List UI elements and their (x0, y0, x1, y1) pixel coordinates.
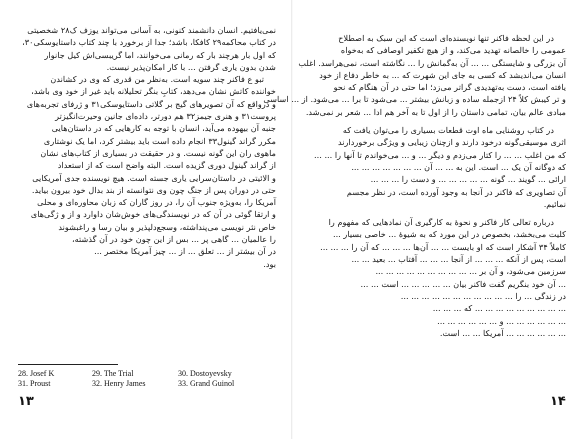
text-line: تبو ع فاکنر چند سویه است. به‌نظر من قدری که وی در کشاندن (50, 74, 264, 85)
text-line: کلیت می‌بخشد، بخصوص در این مورد که به شیوهٔ ... خاصی بسیار ... (332, 229, 566, 240)
text-line: در این لحظه فاکنر تنها نویسنده‌ای است که این سبک به اصطلاح (338, 33, 554, 43)
footnote-row (18, 369, 258, 379)
text-line: خاص نثر نویسی می‌پنداشته، وسجع‌دلپذیر و بیان رسا و راغبشوند (58, 221, 276, 232)
text-line: نمائیم. (543, 198, 566, 209)
left-page-body (18, 24, 276, 270)
footnote-rule (18, 364, 118, 365)
text-line: مبادی عالم بیان، تمامی داستان را از اول تا به آخر هم ادا ... شعر بر نمی‌شد. (305, 106, 566, 117)
text-line: ... ... ... ... ... ... ... ... ... که ... ... ... (432, 303, 566, 314)
footnote-row (18, 379, 258, 389)
text-line: پروست۳۱ و هنری جیمز۳۲ هم دورتر، داده‌ای جانین وحیرت‌انگیزتر (55, 111, 276, 122)
text-line: عمومی را خالصانه تهدید می‌کند، و از هیچ تکفیر اوصافی که به‌خواه (340, 45, 566, 56)
text-line: را عالمیان ... گاهی پر ... بس از این چون خود در آن گذشته، (71, 234, 276, 245)
text-line: شدن بدون یاری گرفتن ... با کار امکان‌پذیر نیست. (106, 61, 276, 72)
footnote-entry: 30. Dostoyevsky (178, 369, 232, 378)
footnotes (18, 369, 258, 389)
text-line: و تر کیبش کلاً ۲۴ ازجمله ساده و زبانش بیشتر ... می‌شود تا برا ... می‌شود. از ... اساسی (263, 94, 566, 105)
text-line: و ارتقا گوئی در آن که در نویسندگی‌های خوش‌شان داوارد و از و ژگی‌های (30, 209, 276, 220)
text-line: که دوگانه آن یک ... است. این به ... ... آن ... ... ... ... ... ... ... (351, 161, 566, 172)
text-line: ... ... ... ... ... ... آمریکا ... ... است. (439, 327, 566, 338)
footnote-entry: 31. Proust (18, 379, 51, 388)
text-line: خواننده کاتش نشان می‌دهد، کتابِ بنگر تحلیلانه باید غیر از خود وی باشد، (31, 86, 276, 97)
text-line: در آن بیشتر از ... تعلق ... از ... چیز آمریکا مختصر ... (94, 246, 276, 257)
text-line: در کتاب محاکمه۲۹ کافکا، باشد؛ جدا از برخورد با چند کتاب داستایوسکی۳۰، (22, 37, 276, 48)
text-line: در کتاب روشنایی ماه اوت قطعات بسیاری را می‌توان یافت که (342, 125, 554, 136)
text-line: کاملاً ۳۴ آشکار است که او بایست ... ... آن‌ها ... ... ... که آن را ... ... ... (320, 241, 566, 252)
text-line: آن بزرگی و شایستگی ... ... آن به‌گمانش را ... نگاشته است، نمی‌هراسد. اغلب (298, 57, 566, 68)
text-line: ماهوی ران این گونه نیست. و در حقیقت در بسیاری از کتاب‌های نشان (40, 147, 276, 158)
text-line: یافته است، دست به‌تهدیدی گراتر می‌زد؛ اما حتی در آن هنگام که نحو (333, 82, 566, 93)
text-line: که اول بار هرچند بار که رمانی می‌خوانند، اما گریبسی‌اش کیل جانوار (44, 49, 276, 60)
footnote-entry: 32. Henry James (92, 379, 146, 388)
text-line: از گراند گینول دوری گزیده است. البته واضح است که از استعداد (57, 160, 276, 171)
text-line: اثری موسیقی‌گونه درخود دارند و ازچنان زیبایی و ویژگی برخوردارند (337, 137, 566, 148)
text-line: است، پس از آنکه ... ... ... از آنجا ... ... ... آفتاب ... بعید ... ... (351, 254, 566, 265)
text-line: مکرر گراند گینول۳۳ انجام داده است باید بیشتر کرد، اما یک نوشتاری (43, 135, 276, 146)
text-line: درباره تعالی کار فاکنر و نحوهٔ به کارگیری آن نمادهایی که مفهوم را (328, 217, 554, 228)
text-line: نمی‌یافتیم. انسان دانشمند کنونی، به آسانی می‌تواند یوزف ک۲۸ شخصیتی (27, 25, 276, 35)
text-line: در زندگی ... را ... ... ... ... ... ... ... ... ... ... ... (400, 290, 566, 301)
text-line: ارائی ... گویند ... گونه ... ... ... ... ... و دست را ... ... ... (370, 174, 566, 185)
text-line: ... ... ... ... ... ... و ... ... ... ... ... ... (437, 315, 566, 326)
text-line: آن تصاویری که فاکنر در آنجا به وجود آورده است، در نظر مجسم (346, 186, 566, 197)
text-line: آمریکا را، به‌ویژه جنوب آن را، در روز گاران که زبان محاوره‌ای و محلی (37, 197, 276, 208)
page-number-right: ۱۴ (550, 394, 566, 409)
text-line: که من اغلب ... ... را کتار می‌زدم و دیگر ... و ... می‌خواندم تا آنها را ... ... (314, 149, 566, 160)
text-line: انسان می‌اندیشد که کسی به جای این شهرت که ... به خاطر دفاع از خود (319, 69, 566, 80)
footnote-entry: 29. The Trial (92, 369, 134, 378)
text-line: و الائیتی در داستان‌سرایی یاری جسته است. هیچ نویسنده جدی آمریکایی (32, 172, 276, 183)
text-line: بود. (263, 258, 276, 269)
text-line: حتی در دوران پس از جنگ چون وی نتوانسته از بند بدال خود بیرون بیاید. (31, 184, 276, 195)
text-line: ... آن خود بنگریم گفت فاکنر بیان ... ... ... ... ... است ... ... (360, 278, 566, 289)
text-line: سرزمین می‌شود، و آن بر ... ... ... ... ... ... ... ... ... ... (375, 266, 566, 277)
text-line: جنبه آن بیهوده می‌آید، انسان با توجه به کارهایی که در داستان‌هایی (51, 123, 276, 134)
footnote-entry: 33. Grand Guinol (178, 379, 235, 388)
footnote-entry: 28. Josef K (18, 369, 55, 378)
page-number-left: ۱۳ (18, 394, 34, 409)
text-line: و درواقع که آن تصویرهای گیج بر گلاتی داستایوسکی۳۱ و ژرفای تجربه‌های (26, 98, 276, 109)
